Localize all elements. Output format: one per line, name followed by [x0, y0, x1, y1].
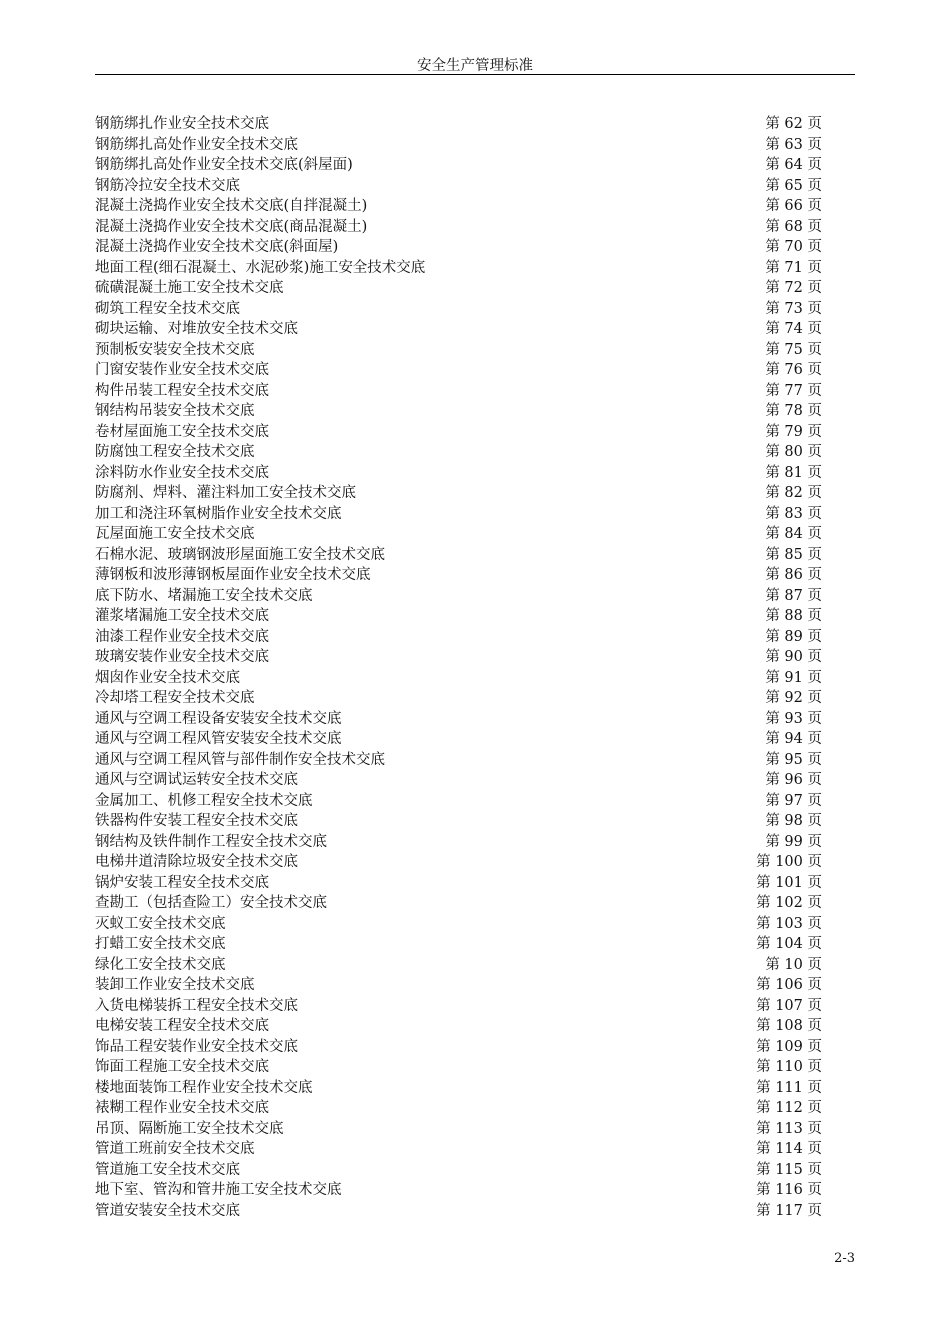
toc-entry — [95, 1119, 822, 1140]
toc-entry — [95, 852, 822, 873]
toc-entry-title: 装卸工作业安全技术交底 — [95, 977, 255, 993]
toc-entry — [95, 1201, 822, 1222]
toc-entry-title: 防腐蚀工程安全技术交底 — [95, 444, 255, 460]
toc-entry-title: 入货电梯装拆工程安全技术交底 — [95, 997, 298, 1014]
toc-entry — [95, 237, 822, 258]
toc-entry — [95, 524, 822, 545]
toc-entry-page: 第 106 页 — [756, 977, 822, 993]
toc-entry-title: 玻璃安装作业安全技术交底 — [95, 649, 269, 665]
toc-entry — [95, 1180, 822, 1201]
toc-entry — [95, 278, 822, 299]
toc-entry-title: 管道施工安全技术交底 — [95, 1161, 240, 1178]
toc-entry-title: 混凝土浇捣作业安全技术交底(斜面屋) — [95, 239, 339, 255]
toc-entry-page: 第 79 页 — [765, 423, 822, 440]
toc-entry-title: 钢筋绑扎高处作业安全技术交底 — [95, 136, 298, 153]
toc-entry — [95, 442, 822, 463]
toc-entry-title: 石棉水泥、玻璃钢波形屋面施工安全技术交底 — [95, 546, 385, 563]
toc-entry — [95, 504, 822, 525]
toc-entry — [95, 381, 822, 402]
toc-entry-page: 第 117 页 — [756, 1202, 822, 1219]
toc-entry-title: 冷却塔工程安全技术交底 — [95, 690, 255, 706]
toc-entry-title: 涂料防水作业安全技术交底 — [95, 464, 269, 481]
toc-entry-title: 通风与空调工程设备安装安全技术交底 — [95, 710, 342, 727]
toc-entry-title: 管道安装安全技术交底 — [95, 1202, 240, 1219]
toc-entry — [95, 1057, 822, 1078]
toc-entry-page: 第 64 页 — [765, 157, 822, 173]
toc-entry-title: 地下室、管沟和管井施工安全技术交底 — [95, 1182, 342, 1198]
toc-entry — [95, 155, 822, 176]
toc-entry-page: 第 63 页 — [765, 136, 822, 153]
toc-entry-title: 电梯安装工程安全技术交底 — [95, 1018, 269, 1034]
toc-entry-page: 第 102 页 — [756, 895, 822, 911]
toc-entry — [95, 217, 822, 238]
toc-entry — [95, 873, 822, 894]
toc-entry-title: 薄钢板和波形薄钢板屋面作业安全技术交底 — [95, 567, 371, 583]
toc-entry-page: 第 83 页 — [765, 505, 822, 522]
toc-entry — [95, 1016, 822, 1037]
toc-entry-title: 饰品工程安装作业安全技术交底 — [95, 1038, 298, 1055]
toc-entry — [95, 360, 822, 381]
toc-entry-page: 第 88 页 — [765, 608, 822, 624]
toc-entry-title: 油漆工程作业安全技术交底 — [95, 628, 269, 645]
toc-entry-title: 钢结构吊装安全技术交底 — [95, 403, 255, 419]
toc-entry-title: 锅炉安装工程安全技术交底 — [95, 874, 269, 891]
table-of-contents — [95, 114, 822, 1221]
toc-entry — [95, 483, 822, 504]
toc-entry — [95, 196, 822, 217]
toc-entry-title: 饰面工程施工安全技术交底 — [95, 1059, 269, 1075]
toc-entry-page: 第 109 页 — [756, 1038, 822, 1055]
toc-entry-page: 第 78 页 — [765, 403, 822, 419]
toc-entry-title: 通风与空调工程风管安装安全技术交底 — [95, 731, 342, 747]
toc-entry — [95, 955, 822, 976]
toc-entry-title: 砌筑工程安全技术交底 — [95, 300, 240, 317]
toc-entry — [95, 1078, 822, 1099]
page-number: 2-3 — [834, 1251, 855, 1266]
toc-entry — [95, 688, 822, 709]
toc-entry-page: 第 71 页 — [765, 259, 822, 276]
toc-entry-page: 第 98 页 — [765, 813, 822, 829]
toc-entry-page: 第 96 页 — [765, 772, 822, 788]
toc-entry — [95, 135, 822, 156]
toc-entry-page: 第 82 页 — [765, 485, 822, 501]
toc-entry — [95, 914, 822, 935]
toc-entry-title: 加工和浇注环氧树脂作业安全技术交底 — [95, 505, 342, 522]
toc-entry-title: 瓦屋面施工安全技术交底 — [95, 526, 255, 542]
toc-entry-title: 通风与空调试运转安全技术交底 — [95, 772, 298, 788]
toc-entry-page: 第 84 页 — [765, 526, 822, 542]
toc-entry-page: 第 86 页 — [765, 567, 822, 583]
toc-entry-title: 通风与空调工程风管与部件制作安全技术交底 — [95, 751, 385, 768]
toc-entry — [95, 1037, 822, 1058]
toc-entry-title: 砌块运输、对堆放安全技术交底 — [95, 321, 298, 337]
toc-entry — [95, 934, 822, 955]
toc-entry — [95, 545, 822, 566]
toc-entry-title: 钢筋绑扎作业安全技术交底 — [95, 116, 269, 132]
toc-entry-page: 第 116 页 — [756, 1182, 822, 1198]
toc-entry-page: 第 95 页 — [765, 751, 822, 768]
toc-entry — [95, 750, 822, 771]
toc-entry — [95, 401, 822, 422]
toc-entry-page: 第 66 页 — [765, 198, 822, 214]
toc-entry-title: 钢结构及铁件制作工程安全技术交底 — [95, 833, 327, 850]
toc-entry-title: 灭蚁工安全技术交底 — [95, 915, 226, 932]
toc-entry-page: 第 90 页 — [765, 649, 822, 665]
toc-entry-page: 第 74 页 — [765, 321, 822, 337]
toc-entry — [95, 647, 822, 668]
toc-entry-title: 地面工程(细石混凝土、水泥砂浆)施工安全技术交底 — [95, 259, 426, 276]
toc-entry — [95, 996, 822, 1017]
toc-entry-title: 混凝土浇捣作业安全技术交底(自拌混凝土) — [95, 198, 368, 214]
toc-entry-page: 第 112 页 — [756, 1100, 822, 1116]
toc-entry-title: 钢筋绑扎高处作业安全技术交底(斜屋面) — [95, 157, 353, 173]
toc-entry — [95, 319, 822, 340]
toc-entry-page: 第 97 页 — [765, 792, 822, 809]
toc-entry-title: 铁器构件安装工程安全技术交底 — [95, 813, 298, 829]
toc-entry-page: 第 94 页 — [765, 731, 822, 747]
toc-entry — [95, 729, 822, 750]
toc-entry-title: 管道工班前安全技术交底 — [95, 1141, 255, 1157]
toc-entry-page: 第 104 页 — [756, 936, 822, 952]
toc-entry-title: 钢筋冷拉安全技术交底 — [95, 177, 240, 194]
toc-entry — [95, 832, 822, 853]
toc-entry — [95, 422, 822, 443]
toc-entry — [95, 114, 822, 135]
page-header-title: 安全生产管理标准 — [417, 58, 533, 74]
toc-entry-title: 电梯井道清除垃圾安全技术交底 — [95, 854, 298, 870]
toc-entry-page: 第 89 页 — [765, 628, 822, 645]
toc-entry-title: 门窗安装作业安全技术交底 — [95, 362, 269, 378]
toc-entry — [95, 627, 822, 648]
toc-entry — [95, 565, 822, 586]
toc-entry-title: 烟囱作业安全技术交底 — [95, 669, 240, 686]
toc-entry-title: 混凝土浇捣作业安全技术交底(商品混凝土) — [95, 218, 368, 235]
toc-entry-page: 第 87 页 — [765, 587, 822, 604]
toc-entry — [95, 893, 822, 914]
toc-entry — [95, 668, 822, 689]
toc-entry-page: 第 100 页 — [756, 854, 822, 870]
toc-entry-page: 第 10 页 — [765, 956, 822, 973]
toc-entry-page: 第 65 页 — [765, 177, 822, 194]
toc-entry-title: 吊顶、隔断施工安全技术交底 — [95, 1120, 284, 1137]
toc-entry-page: 第 114 页 — [756, 1141, 822, 1157]
toc-entry-page: 第 77 页 — [765, 382, 822, 399]
toc-entry-page: 第 113 页 — [756, 1120, 822, 1137]
toc-entry-title: 硫磺混凝土施工安全技术交底 — [95, 280, 284, 296]
toc-entry — [95, 606, 822, 627]
toc-entry-title: 打蜡工安全技术交底 — [95, 936, 226, 952]
toc-entry-page: 第 72 页 — [765, 280, 822, 296]
toc-entry-page: 第 103 页 — [756, 915, 822, 932]
toc-entry — [95, 1160, 822, 1181]
toc-entry-page: 第 92 页 — [765, 690, 822, 706]
toc-entry-title: 卷材屋面施工安全技术交底 — [95, 423, 269, 440]
toc-entry — [95, 791, 822, 812]
toc-entry — [95, 975, 822, 996]
toc-entry-page: 第 80 页 — [765, 444, 822, 460]
toc-entry-page: 第 108 页 — [756, 1018, 822, 1034]
header-divider — [95, 74, 855, 75]
toc-entry-title: 绿化工安全技术交底 — [95, 956, 226, 973]
toc-entry-title: 查勘工（包括查险工）安全技术交底 — [95, 895, 327, 911]
toc-entry-title: 底下防水、堵漏施工安全技术交底 — [95, 587, 313, 604]
toc-entry — [95, 258, 822, 279]
toc-entry — [95, 340, 822, 361]
toc-entry-title: 楼地面装饰工程作业安全技术交底 — [95, 1079, 313, 1096]
toc-entry-page: 第 110 页 — [756, 1059, 822, 1075]
toc-entry-page: 第 75 页 — [765, 341, 822, 358]
toc-entry-page: 第 81 页 — [765, 464, 822, 481]
toc-entry-page: 第 73 页 — [765, 300, 822, 317]
toc-entry-page: 第 76 页 — [765, 362, 822, 378]
toc-entry — [95, 586, 822, 607]
toc-entry-title: 裱糊工程作业安全技术交底 — [95, 1100, 269, 1116]
toc-entry-page: 第 91 页 — [765, 669, 822, 686]
toc-entry — [95, 1139, 822, 1160]
toc-entry-title: 灌浆堵漏施工安全技术交底 — [95, 608, 269, 624]
toc-entry-title: 金属加工、机修工程安全技术交底 — [95, 792, 313, 809]
toc-entry — [95, 299, 822, 320]
toc-entry — [95, 463, 822, 484]
toc-entry-page: 第 62 页 — [765, 116, 822, 132]
toc-entry-page: 第 101 页 — [756, 874, 822, 891]
toc-entry-title: 防腐剂、焊料、灌注料加工安全技术交底 — [95, 485, 356, 501]
toc-entry — [95, 176, 822, 197]
toc-entry-title: 构件吊装工程安全技术交底 — [95, 382, 269, 399]
toc-entry — [95, 811, 822, 832]
toc-entry-page: 第 70 页 — [765, 239, 822, 255]
toc-entry — [95, 709, 822, 730]
toc-entry-page: 第 68 页 — [765, 218, 822, 235]
toc-entry-page: 第 111 页 — [756, 1079, 822, 1096]
toc-entry-page: 第 115 页 — [756, 1161, 822, 1178]
toc-entry — [95, 1098, 822, 1119]
toc-entry — [95, 770, 822, 791]
toc-entry-page: 第 107 页 — [756, 997, 822, 1014]
toc-entry-page: 第 99 页 — [765, 833, 822, 850]
toc-entry-page: 第 93 页 — [765, 710, 822, 727]
toc-entry-page: 第 85 页 — [765, 546, 822, 563]
toc-entry-title: 预制板安装安全技术交底 — [95, 341, 255, 358]
